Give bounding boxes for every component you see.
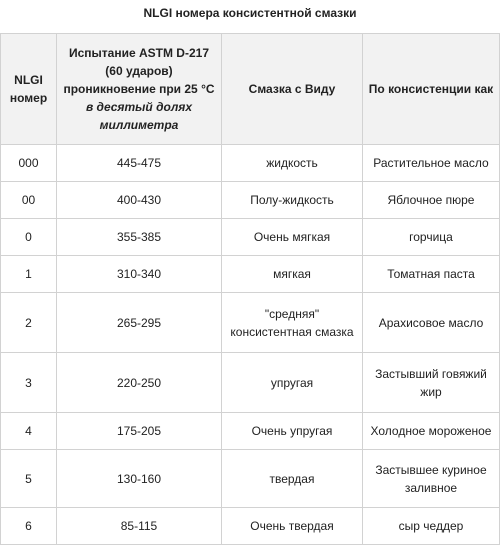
- cell-consistency-like: Яблочное пюре: [363, 182, 500, 219]
- header-appearance: Смазка с Виду: [222, 34, 363, 145]
- table-row: [1, 256, 500, 293]
- cell-nlgi-number: 4: [1, 413, 57, 450]
- cell-consistency-like: Томатная паста: [363, 256, 500, 293]
- cell-nlgi-number: 1: [1, 256, 57, 293]
- table-row: [1, 182, 500, 219]
- cell-penetration: 85-115: [57, 508, 222, 545]
- table-row: [1, 353, 500, 413]
- cell-consistency-like: Арахисовое масло: [363, 293, 500, 353]
- cell-consistency-like: горчица: [363, 219, 500, 256]
- cell-penetration: 220-250: [57, 353, 222, 413]
- table-row: [1, 145, 500, 182]
- cell-penetration: 130-160: [57, 450, 222, 508]
- cell-penetration: 355-385: [57, 219, 222, 256]
- header-astm-text: Испытание ASTM D-217 (60 ударов) проникновение при 25 °C: [63, 46, 215, 96]
- table-caption: NLGI номера консистентной смазки: [143, 6, 357, 20]
- header-row: [1, 34, 500, 145]
- cell-appearance: Полу-жидкость: [222, 182, 363, 219]
- cell-nlgi-number: 0: [1, 219, 57, 256]
- table-row: [1, 219, 500, 256]
- table-row: [1, 293, 500, 353]
- table-row: [1, 508, 500, 545]
- cell-penetration: 445-475: [57, 145, 222, 182]
- header-consistency-like: По консистенции как: [363, 34, 500, 145]
- header-nlgi-number: NLGI номер: [1, 34, 57, 145]
- cell-penetration: 310-340: [57, 256, 222, 293]
- cell-appearance: твердая: [222, 450, 363, 508]
- cell-nlgi-number: 3: [1, 353, 57, 413]
- cell-appearance: упругая: [222, 353, 363, 413]
- cell-appearance: Очень мягкая: [222, 219, 363, 256]
- cell-consistency-like: Холодное мороженое: [363, 413, 500, 450]
- cell-appearance: Очень твердая: [222, 508, 363, 545]
- table-row: [1, 450, 500, 508]
- header-astm-unit: в десятый долях миллиметра: [85, 100, 193, 132]
- cell-consistency-like: сыр чеддер: [363, 508, 500, 545]
- table-row: [1, 413, 500, 450]
- nlgi-table: [0, 33, 500, 545]
- cell-appearance: мягкая: [222, 256, 363, 293]
- cell-consistency-like: Застывший говяжий жир: [363, 353, 500, 413]
- cell-appearance: "средняя" консистентная смазка: [222, 293, 363, 353]
- cell-penetration: 400-430: [57, 182, 222, 219]
- cell-nlgi-number: 2: [1, 293, 57, 353]
- cell-penetration: 175-205: [57, 413, 222, 450]
- cell-nlgi-number: 000: [1, 145, 57, 182]
- cell-consistency-like: Растительное масло: [363, 145, 500, 182]
- cell-appearance: Очень упругая: [222, 413, 363, 450]
- cell-nlgi-number: 6: [1, 508, 57, 545]
- cell-penetration: 265-295: [57, 293, 222, 353]
- cell-nlgi-number: 5: [1, 450, 57, 508]
- cell-appearance: жидкость: [222, 145, 363, 182]
- cell-consistency-like: Застывшее куриное заливное: [363, 450, 500, 508]
- cell-nlgi-number: 00: [1, 182, 57, 219]
- header-astm-penetration: [57, 34, 222, 145]
